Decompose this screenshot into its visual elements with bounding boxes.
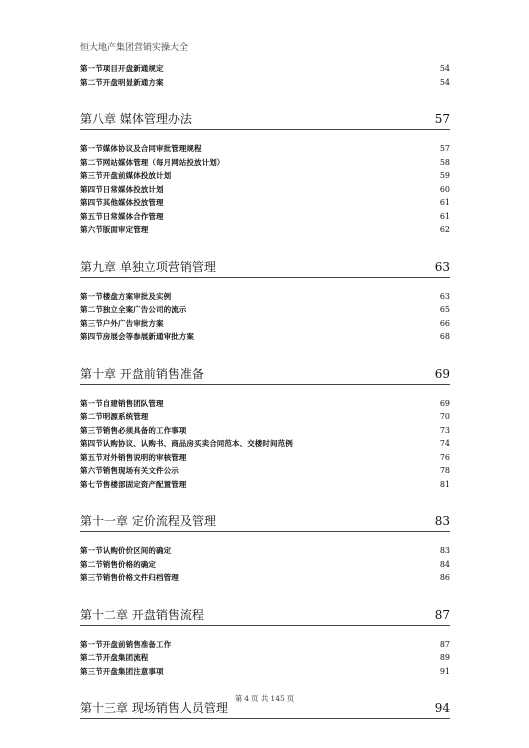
chapter-title: 第九章 单独立项营销管理 [80, 259, 216, 274]
entry-label: 第二节明源系统管理 [80, 412, 149, 421]
toc-entry[interactable] [80, 77, 450, 89]
footer-mid: 页 共 [251, 694, 269, 703]
toc-entry[interactable] [80, 652, 450, 664]
page-number: 89 [439, 653, 450, 662]
page-number: 65 [439, 305, 450, 314]
entry-label: 第一节媒体协议及合同审批管理规程 [80, 144, 202, 153]
toc-entry[interactable] [80, 479, 450, 491]
entry-label: 第六节销售现场有关文件公示 [80, 466, 179, 475]
toc-entry[interactable] [80, 452, 450, 464]
page-number: 94 [434, 701, 450, 715]
toc-entry[interactable] [80, 184, 450, 196]
page-number: 70 [439, 412, 450, 421]
entry-label: 第三节销售必须具备的工作事项 [80, 425, 187, 435]
entry-label: 第三节销售价格文件归档管理 [80, 573, 179, 582]
page-number: 83 [434, 514, 450, 528]
chapter-heading[interactable] [80, 607, 450, 626]
page-number: 68 [439, 332, 450, 341]
entry-label: 第三节开盘集团注意事项 [80, 666, 164, 676]
entry-label: 第一节开盘前销售准备工作 [80, 639, 172, 649]
entry-label: 第七节售楼部固定资产配置管理 [80, 479, 187, 489]
toc-entry[interactable] [80, 157, 450, 169]
entry-label: 第三节开盘前媒体投放计划 [80, 171, 172, 180]
page-footer [0, 693, 529, 704]
toc-entry[interactable] [80, 666, 450, 678]
entry-label: 第二节销售价格的确定 [80, 559, 156, 569]
page-number: 62 [439, 225, 450, 234]
toc-entry[interactable] [80, 572, 450, 584]
toc-entry[interactable] [80, 411, 450, 423]
page-number: 54 [439, 64, 450, 73]
page-number: 66 [439, 318, 450, 328]
page-number: 87 [439, 639, 450, 649]
page-number: 73 [439, 425, 450, 435]
page-number: 63 [439, 291, 450, 301]
page-number: 81 [439, 479, 450, 489]
entry-label: 第五节对外销售说明的审核管理 [80, 452, 187, 462]
page-number: 91 [439, 666, 450, 676]
chapter-heading[interactable] [80, 259, 450, 278]
chapter-title: 第十章 开盘前销售准备 [80, 366, 204, 381]
entry-label: 第二节开盘集团流程 [80, 653, 149, 662]
page-number: 57 [434, 112, 450, 126]
page-number: 84 [439, 559, 450, 569]
toc-entry[interactable] [80, 63, 450, 75]
toc-entry[interactable] [80, 211, 450, 223]
page-number: 69 [439, 398, 450, 408]
page-number: 57 [439, 144, 450, 153]
entry-label: 第二节网站媒体管理（每月网站投放计划） [80, 157, 225, 167]
entry-label: 第四节其他媒体投放管理 [80, 198, 164, 207]
entry-label: 第四节房展会等参展新通审批方案 [80, 332, 194, 341]
toc-entry[interactable] [80, 143, 450, 155]
chapter-heading[interactable] [80, 366, 450, 385]
entry-label: 第六节版面审定管理 [80, 225, 149, 234]
entry-label: 第三节户外广告审批方案 [80, 318, 164, 328]
toc-entry[interactable] [80, 425, 450, 437]
entry-label: 第二节独立全案广告公司的流示 [80, 305, 187, 314]
footer-prefix: 第 [234, 694, 243, 703]
entry-label: 第二节开盘明显新通方案 [80, 77, 164, 87]
page-number: 61 [439, 198, 450, 207]
chapter-title: 第十一章 定价流程及管理 [80, 514, 216, 528]
page-number: 78 [439, 466, 450, 475]
toc-entry[interactable] [80, 304, 450, 316]
toc-entry[interactable] [80, 398, 450, 410]
toc-entry[interactable] [80, 197, 450, 209]
entry-label: 第四节认购协议、认购书、商品房买卖合同范本、交楼时间范例 [80, 439, 293, 448]
chapter-title: 第十二章 开盘销售流程 [80, 607, 204, 622]
toc-entry[interactable] [80, 639, 450, 651]
chapter-title: 第十三章 现场销售人员管理 [80, 701, 228, 715]
footer-current-page: 4 [244, 694, 250, 703]
toc-entry[interactable] [80, 438, 450, 450]
toc-entry[interactable] [80, 318, 450, 330]
page-number: 76 [439, 452, 450, 462]
page-number: 74 [439, 439, 450, 448]
toc-entry[interactable] [80, 331, 450, 343]
chapter-heading[interactable] [80, 111, 450, 130]
toc-entry[interactable] [80, 170, 450, 182]
entry-label: 第一节自建销售团队管理 [80, 398, 164, 408]
entry-label: 第四节日常媒体投放计划 [80, 184, 164, 194]
chapter-heading[interactable] [80, 513, 450, 532]
entry-label: 第五节日常媒体合作管理 [80, 211, 164, 221]
footer-suffix: 页 [286, 694, 295, 703]
entry-label: 第一节认购价价区间的确定 [80, 546, 172, 555]
page-number: 83 [439, 546, 450, 555]
toc-entry[interactable] [80, 291, 450, 303]
toc-entry[interactable] [80, 224, 450, 236]
page-number: 60 [439, 184, 450, 194]
entry-label: 第一节项目开盘新通规定 [80, 64, 164, 73]
page-number: 86 [439, 573, 450, 582]
toc-entry[interactable] [80, 559, 450, 571]
toc-entry[interactable] [80, 545, 450, 557]
page-header: 恒大地产集团营销实操大全 [80, 43, 189, 53]
chapter-title: 第八章 媒体管理办法 [80, 112, 192, 126]
footer-total-pages: 145 [270, 694, 285, 703]
page-number: 54 [439, 77, 450, 87]
page-number: 63 [434, 259, 450, 274]
page-number: 58 [439, 157, 450, 167]
toc-entry[interactable] [80, 465, 450, 477]
page-number: 87 [434, 607, 450, 622]
page-number: 61 [439, 211, 450, 221]
entry-label: 第一节楼盘方案审批及实例 [80, 291, 172, 301]
page-number: 59 [439, 171, 450, 180]
page-number: 69 [434, 366, 450, 381]
